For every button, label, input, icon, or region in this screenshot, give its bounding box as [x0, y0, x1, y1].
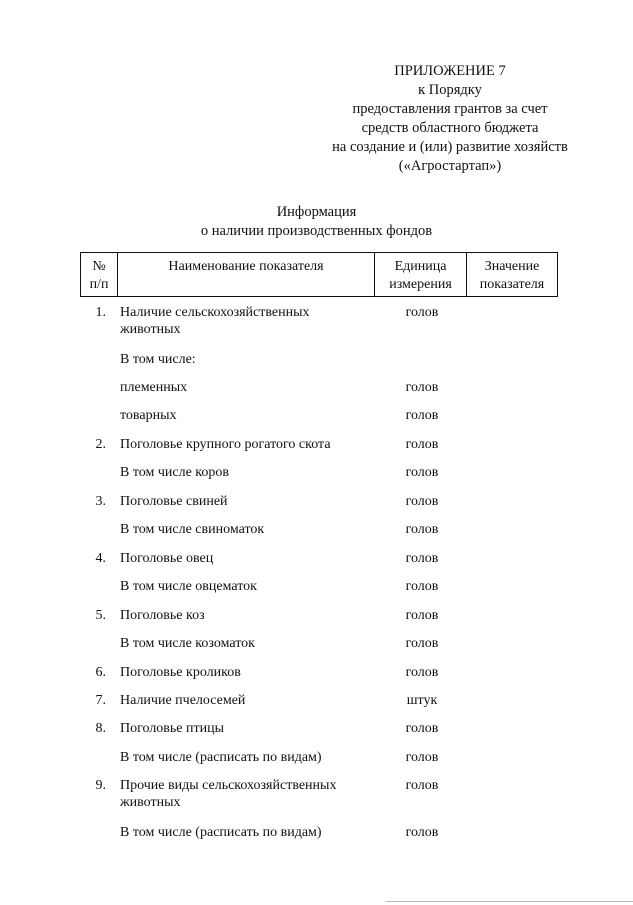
appendix-line: на создание и (или) развитие хозяйств — [332, 139, 568, 155]
row-indicator-name: В том числе (расписать по видам) — [120, 750, 322, 765]
table-row — [80, 304, 558, 351]
row-number: 5. — [95, 608, 106, 623]
row-number: 8. — [95, 721, 106, 736]
row-indicator-name: В том числе свиноматок — [120, 522, 265, 537]
row-number: 7. — [95, 693, 106, 708]
table-row — [80, 824, 558, 852]
row-indicator-name: Поголовье кроликов — [120, 665, 241, 680]
row-unit: голов — [405, 636, 439, 651]
row-indicator-name: Поголовье коз — [120, 608, 205, 623]
appendix-line: («Агростартап») — [398, 158, 502, 174]
row-unit: голов — [405, 465, 439, 480]
table-row — [80, 464, 558, 493]
header-value: Значение показателя — [479, 259, 545, 292]
row-indicator-name: Наличие пчелосемей — [120, 693, 246, 708]
table-row — [80, 777, 558, 824]
row-number: 6. — [95, 665, 106, 680]
table-row — [80, 749, 558, 777]
row-unit: голов — [405, 551, 439, 566]
row-number: 2. — [95, 437, 106, 452]
row-indicator-name: В том числе: — [120, 352, 196, 367]
row-indicator-name: В том числе коров — [120, 465, 230, 480]
row-indicator-name: Поголовье птицы — [120, 721, 225, 736]
header-number: № п/п — [81, 253, 118, 296]
row-unit: голов — [405, 608, 439, 623]
row-indicator-name: Прочие виды сельскохозяйственных животных — [120, 778, 337, 810]
row-unit: голов — [405, 750, 439, 765]
row-indicator-name: Поголовье свиней — [120, 494, 228, 509]
table-row — [80, 578, 558, 607]
table-row — [80, 664, 558, 692]
table-row — [80, 692, 558, 720]
row-indicator-name: В том числе козоматок — [120, 636, 255, 651]
table-row — [80, 493, 558, 521]
title-line-2: о наличии производственных фондов — [200, 223, 433, 239]
row-number: 1. — [95, 305, 106, 320]
row-number: 9. — [95, 778, 106, 793]
row-unit: голов — [405, 305, 439, 320]
appendix-line: предоставления грантов за счет — [352, 101, 548, 117]
header-unit: Единица измерения — [375, 253, 467, 296]
table-row — [80, 351, 558, 379]
row-unit: голов — [405, 494, 439, 509]
row-unit: голов — [405, 721, 439, 736]
table-row — [80, 720, 558, 749]
title-line-1: Информация — [276, 204, 357, 220]
row-indicator-name: Поголовье овец — [120, 551, 214, 566]
table-row — [80, 407, 558, 436]
table-row — [80, 379, 558, 407]
row-unit: голов — [405, 825, 439, 840]
row-unit: голов — [405, 437, 439, 452]
appendix-line: средств областного бюджета — [361, 120, 539, 136]
row-number: 3. — [95, 494, 106, 509]
row-indicator-name: В том числе овцематок — [120, 579, 257, 594]
document-title — [0, 203, 633, 241]
table-row — [80, 521, 558, 550]
row-indicator-name: товарных — [120, 408, 177, 423]
table-body — [80, 304, 558, 852]
row-unit: голов — [405, 665, 439, 680]
row-indicator-name: Наличие сельскохозяйственных животных — [120, 305, 310, 337]
row-number: 4. — [95, 551, 106, 566]
row-unit: штук — [406, 693, 438, 708]
row-indicator-name: племенных — [120, 380, 188, 395]
table-row — [80, 550, 558, 578]
table-row — [80, 436, 558, 464]
table-header — [80, 252, 558, 297]
row-unit: голов — [405, 380, 439, 395]
row-indicator-name: В том числе (расписать по видам) — [120, 825, 322, 840]
appendix-block — [300, 62, 600, 176]
page-edge-line — [386, 901, 633, 902]
appendix-line: ПРИЛОЖЕНИЕ 7 — [394, 63, 506, 79]
row-indicator-name: Поголовье крупного рогатого скота — [120, 437, 331, 452]
appendix-line: к Порядку — [418, 82, 482, 98]
header-indicator-name: Наименование показателя — [118, 253, 375, 296]
table-row — [80, 635, 558, 664]
row-unit: голов — [405, 579, 439, 594]
table-row — [80, 607, 558, 635]
row-unit: голов — [405, 778, 439, 793]
row-unit: голов — [405, 408, 439, 423]
row-unit: голов — [405, 522, 439, 537]
